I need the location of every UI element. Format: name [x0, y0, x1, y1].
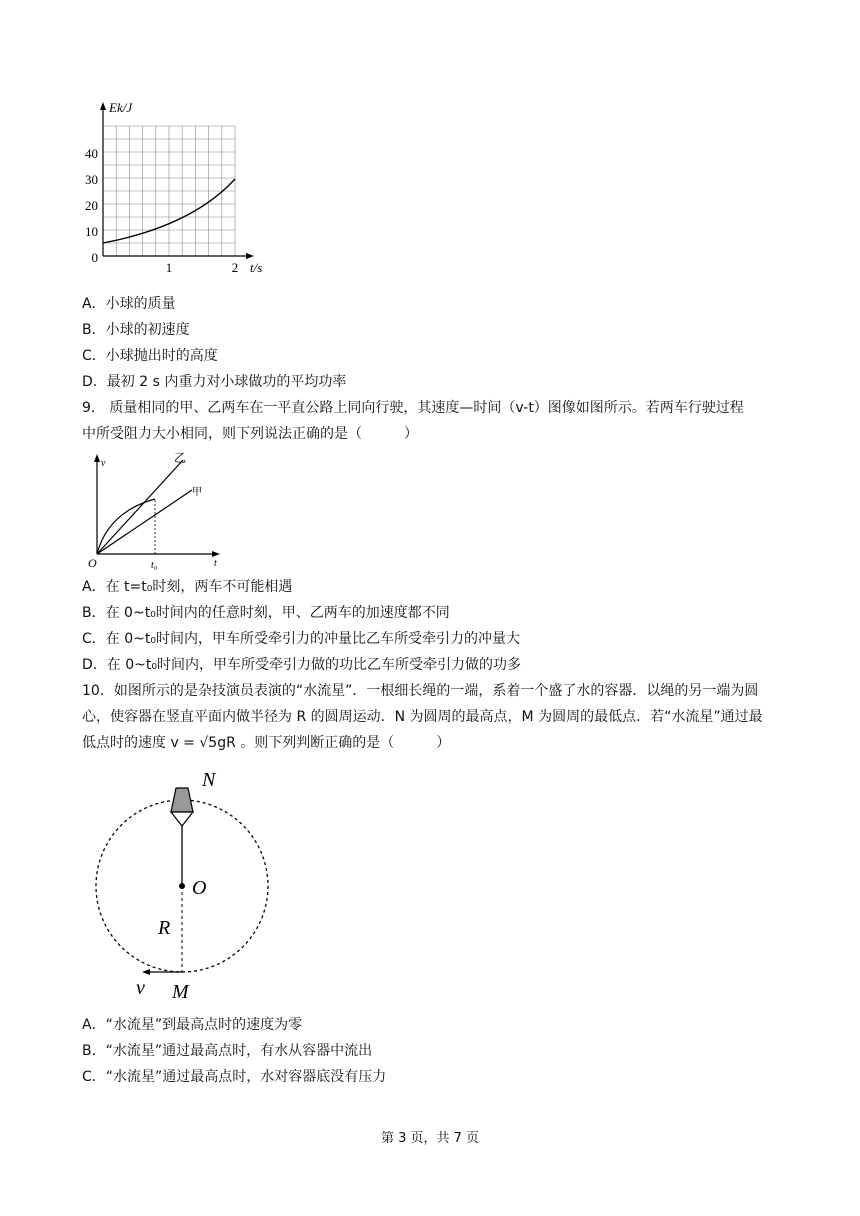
q10-stem-line2: 心，使容器在竖直平面内做半径为 R 的圆周运动．N 为圆周的最高点，M 为圆周的最低点．若“水流星”通过最	[82, 709, 763, 725]
label-jia: 甲	[192, 487, 202, 498]
q9-option-d: D．在 0~t₀时间内，甲车所受牵引力做的功比乙车所受牵引力做的功多	[82, 657, 521, 673]
q9-option-b: B．在 0~t₀时间内的任意时刻，甲、乙两车的加速度都不同	[82, 605, 450, 621]
q8-option-d: D．最初 2 s 内重力对小球做功的平均功率	[82, 374, 347, 390]
y-tick-10: 10	[85, 224, 98, 239]
q10-stem-line3: 低点时的速度 v = √5gR 。则下列判断正确的是（ ）	[82, 735, 451, 751]
q8-option-a: A．小球的质量	[82, 296, 176, 312]
q8-option-c: C．小球抛出时的高度	[82, 348, 218, 364]
water-container	[171, 788, 193, 812]
q9-option-c: C．在 0~t₀时间内，甲车所受牵引力的冲量比乙车所受牵引力的冲量大	[82, 631, 520, 647]
x-axis-arrow	[246, 253, 254, 259]
line-yi	[97, 460, 183, 554]
t-axis-arrow	[212, 551, 220, 557]
y-tick-40: 40	[85, 146, 98, 161]
x-tick-1: 1	[165, 260, 173, 275]
t-axis-label: t	[214, 558, 217, 569]
label-r: R	[158, 917, 171, 939]
y-axis-arrow	[100, 102, 106, 110]
y-axis-label: Ek/J	[109, 100, 133, 115]
label-m: M	[172, 981, 189, 1003]
curve-jia	[97, 499, 155, 554]
x-tick-2: 2	[231, 260, 239, 275]
q10-stem-line1: 10．如图所示的是杂技演员表演的“水流星”．一根细长绳的一端，系着一个盛了水的容器．以绳的另一端为圆	[82, 683, 759, 699]
line-jia	[97, 490, 192, 554]
label-yi: 乙	[174, 451, 187, 465]
t0-label: t₀	[151, 560, 158, 571]
velocity-time-graph	[88, 450, 228, 575]
y-tick-30: 30	[85, 172, 98, 187]
y-tick-20: 20	[85, 198, 98, 213]
velocity-arrowhead	[142, 969, 150, 975]
q8-option-b: B．小球的初速度	[82, 322, 190, 338]
q9-stem-line1: 9． 质量相同的甲、乙两车在一平直公路上同向行驶，其速度—时间（v-t）图像如图所示。若两车行驶过程	[82, 400, 744, 416]
label-v: v	[136, 977, 145, 999]
q10-option-b: B．“水流星”通过最高点时，有水从容器中流出	[82, 1043, 373, 1059]
page-footer: 第 3 页，共 7 页	[380, 1131, 480, 1146]
v-axis-arrow	[94, 454, 100, 462]
q9-stem-line2: 中所受阻力大小相同，则下列说法正确的是（ ）	[82, 426, 418, 442]
y-tick-0: 0	[91, 250, 98, 265]
x-axis-label: t/s	[250, 260, 263, 275]
water-meteor-diagram	[88, 762, 318, 1022]
q9-option-a: A．在 t=t₀时刻，两车不可能相遇	[82, 579, 293, 595]
q10-option-c: C．“水流星”通过最高点时，水对容器底没有压力	[82, 1069, 387, 1085]
v-axis-label: v	[101, 458, 106, 469]
label-o: O	[192, 877, 207, 899]
q10-option-a: A．“水流星”到最高点时的速度为零	[82, 1017, 303, 1033]
graph-grid	[103, 126, 235, 256]
origin-label: O	[88, 556, 97, 570]
container-base	[171, 812, 193, 826]
ek-time-graph	[82, 96, 282, 276]
label-n: N	[202, 769, 216, 791]
